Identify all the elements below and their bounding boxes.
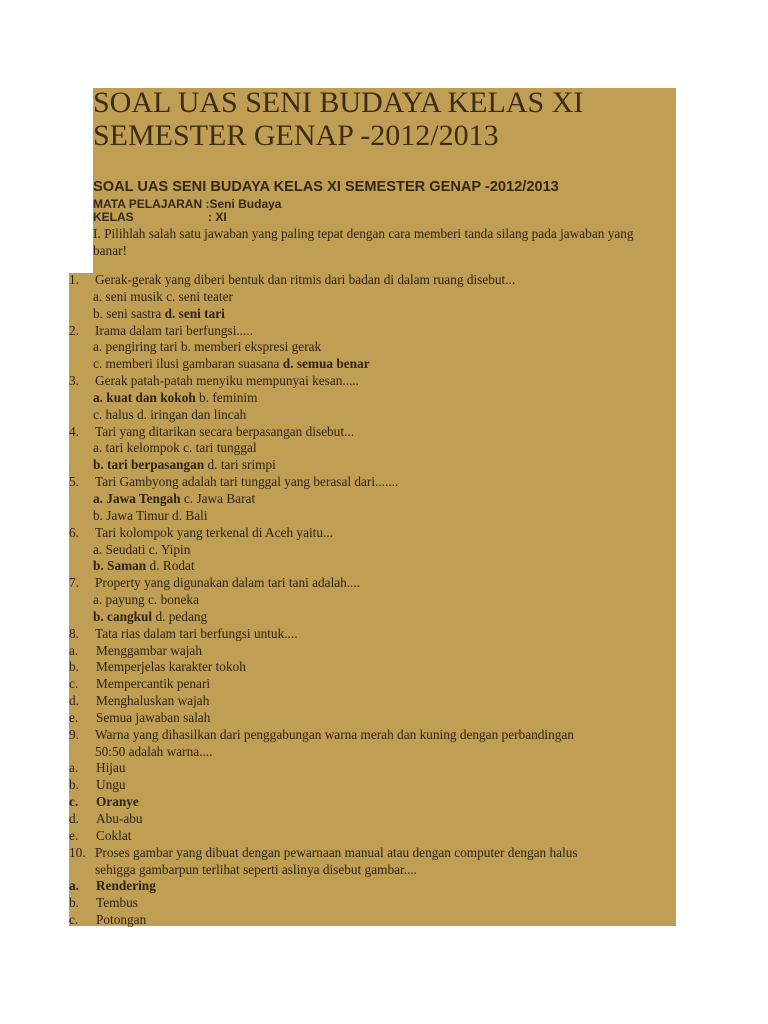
option-text: a. Seudati c. Yipin xyxy=(93,541,191,557)
list-item xyxy=(69,676,669,693)
subject-line xyxy=(93,197,281,211)
answer-option-row xyxy=(69,491,669,508)
option-text: c. Jawa Barat xyxy=(180,490,256,506)
option-letter: b. xyxy=(69,777,79,793)
option-letter: c. xyxy=(69,794,79,810)
option-text: c. memberi ilusi gambaran suasana xyxy=(93,356,283,372)
option-text: Oranye xyxy=(96,794,139,810)
correct-answer: a. kuat dan kokoh xyxy=(93,389,196,405)
question-number: 6. xyxy=(69,524,79,540)
correct-answer: a. Jawa Tengah xyxy=(93,490,181,506)
correct-answer-item xyxy=(69,878,669,895)
answer-option-row xyxy=(69,407,669,424)
option-text: a. seni musik c. seni teater xyxy=(93,288,233,304)
option-text: Potongan xyxy=(96,912,147,928)
question-text: Tari kolompok yang terkenal di Aceh yaitu... xyxy=(95,524,333,540)
document-subtitle: SOAL UAS SENI BUDAYA KELAS XI SEMESTER GENAP -2012/2013 xyxy=(93,179,559,195)
correct-answer: d. semua benar xyxy=(282,356,370,372)
question-text: Gerak patah-patah menyiku mempunyai kesan..... xyxy=(95,373,360,389)
question-number: 5. xyxy=(69,474,79,490)
instruction-text: I. Pilihlah salah satu jawaban yang paling tepat dengan cara memberi tanda silang pada jawaban yang banar! xyxy=(93,226,634,258)
question-text: Property yang digunakan dalam tari tani adalah.... xyxy=(95,575,361,591)
question-text: 50:50 adalah warna.... xyxy=(95,743,213,759)
answer-option-row xyxy=(69,508,669,525)
option-text: Hijau xyxy=(96,760,126,776)
question-number: 4. xyxy=(69,423,79,439)
answer-option-row xyxy=(69,390,669,407)
option-text: a. payung c. boneka xyxy=(93,592,199,608)
list-item xyxy=(69,895,669,912)
option-text: Tembus xyxy=(96,895,138,911)
answer-option-row xyxy=(69,306,669,323)
correct-answer: b. cangkul xyxy=(93,608,153,624)
question-number: 1. xyxy=(69,272,79,287)
option-text: Menghaluskan wajah xyxy=(96,693,210,709)
option-letter: d. xyxy=(69,693,79,709)
list-item xyxy=(69,811,669,828)
question-number: 8. xyxy=(69,625,79,641)
question-text-continuation xyxy=(69,744,669,761)
option-text: Abu-abu xyxy=(96,811,143,826)
question-number: 9. xyxy=(69,726,79,742)
correct-answer-item xyxy=(69,794,669,811)
option-letter: b. xyxy=(69,659,79,675)
question-10 xyxy=(69,845,669,862)
class-value: : XI xyxy=(208,210,227,224)
option-text: d. pedang xyxy=(152,608,208,624)
answer-option-row xyxy=(69,592,669,609)
list-item xyxy=(69,777,669,794)
question-text: sehigga gambarpun terlihat seperti aslinya disebut gambar.... xyxy=(95,861,417,877)
question-text: Tari yang ditarikan secara berpasangan disebut... xyxy=(95,423,354,439)
class-key: KELAS xyxy=(93,210,134,224)
question-number: 2. xyxy=(69,322,79,338)
option-letter: e. xyxy=(69,827,79,843)
answer-option-row xyxy=(69,440,669,457)
question-text-continuation xyxy=(69,862,669,879)
answer-option-row xyxy=(69,289,669,306)
option-letter: a. xyxy=(69,760,79,776)
correct-answer: d. seni tari xyxy=(164,305,225,321)
option-text: b. feminim xyxy=(195,389,258,405)
option-text: a. pengiring tari b. memberi ekspresi gerak xyxy=(93,339,322,355)
option-text: Menggambar wajah xyxy=(96,642,202,658)
list-item xyxy=(69,643,669,660)
question-text: Warna yang dihasilkan dari penggabungan warna merah dan kuning dengan perbandingan xyxy=(95,726,574,742)
option-text: a. tari kelompok c. tari tunggal xyxy=(93,440,257,456)
correct-answer: b. Saman xyxy=(93,558,147,574)
option-letter: e. xyxy=(69,709,79,725)
option-text: Ungu xyxy=(96,777,126,793)
question-5 xyxy=(69,474,669,491)
option-text: Semua jawaban salah xyxy=(96,709,211,725)
question-9 xyxy=(69,727,669,744)
question-text: Gerak-gerak yang diberi bentuk dan ritmis dari badan di dalam ruang disebut... xyxy=(95,272,516,287)
question-1 xyxy=(69,272,669,289)
question-number: 3. xyxy=(69,373,79,389)
question-4 xyxy=(69,424,669,441)
option-text: d. tari srimpi xyxy=(204,457,276,473)
question-text: Proses gambar yang dibuat dengan pewarnaan manual atau dengan computer dengan halus xyxy=(95,844,578,860)
answer-option-row xyxy=(69,339,669,356)
list-item xyxy=(69,912,669,929)
question-text: Tata rias dalam tari berfungsi untuk.... xyxy=(95,625,298,641)
list-item xyxy=(69,828,669,845)
option-text: b. Jawa Timur d. Bali xyxy=(93,507,208,523)
question-2 xyxy=(69,323,669,340)
question-number: 10. xyxy=(69,844,86,860)
question-6 xyxy=(69,525,669,542)
list-item xyxy=(69,659,669,676)
correct-answer: b. tari berpasangan xyxy=(93,457,205,473)
option-text: Rendering xyxy=(96,878,156,894)
question-7 xyxy=(69,575,669,592)
option-letter: a. xyxy=(69,878,79,894)
class-line xyxy=(93,210,227,224)
list-item xyxy=(69,693,669,710)
option-text: d. Rodat xyxy=(146,558,195,574)
option-text: Coklat xyxy=(96,827,132,843)
option-letter: d. xyxy=(69,811,79,826)
list-item xyxy=(69,710,669,727)
answer-option-row xyxy=(69,542,669,559)
answer-option-row xyxy=(69,457,669,474)
option-letter: a. xyxy=(69,642,79,658)
document-title: SOAL UAS SENI BUDAYA KELAS XI SEMESTER GENAP -2012/2013 xyxy=(93,86,584,152)
list-item xyxy=(69,760,669,777)
answer-option-row xyxy=(69,609,669,626)
question-8 xyxy=(69,626,669,643)
option-text: Memperjelas karakter tokoh xyxy=(96,659,246,675)
option-letter: b. xyxy=(69,895,79,911)
answer-option-row xyxy=(69,558,669,575)
option-text: Mempercantik penari xyxy=(96,676,211,692)
option-letter: c. xyxy=(69,676,79,692)
question-number: 7. xyxy=(69,575,79,591)
subject-value: Seni Budaya xyxy=(209,197,282,211)
question-text: Irama dalam tari berfungsi..... xyxy=(95,322,254,338)
option-text: b. seni sastra xyxy=(93,305,165,321)
answer-option-row xyxy=(69,356,669,373)
subject-key: MATA PELAJARAN : xyxy=(93,197,210,211)
question-text: Tari Gambyong adalah tari tunggal yang berasal dari....... xyxy=(95,474,399,490)
question-3 xyxy=(69,373,669,390)
question-list xyxy=(69,272,669,929)
option-text: c. halus d. iringan dan lincah xyxy=(93,406,247,422)
option-letter: c. xyxy=(69,912,79,928)
